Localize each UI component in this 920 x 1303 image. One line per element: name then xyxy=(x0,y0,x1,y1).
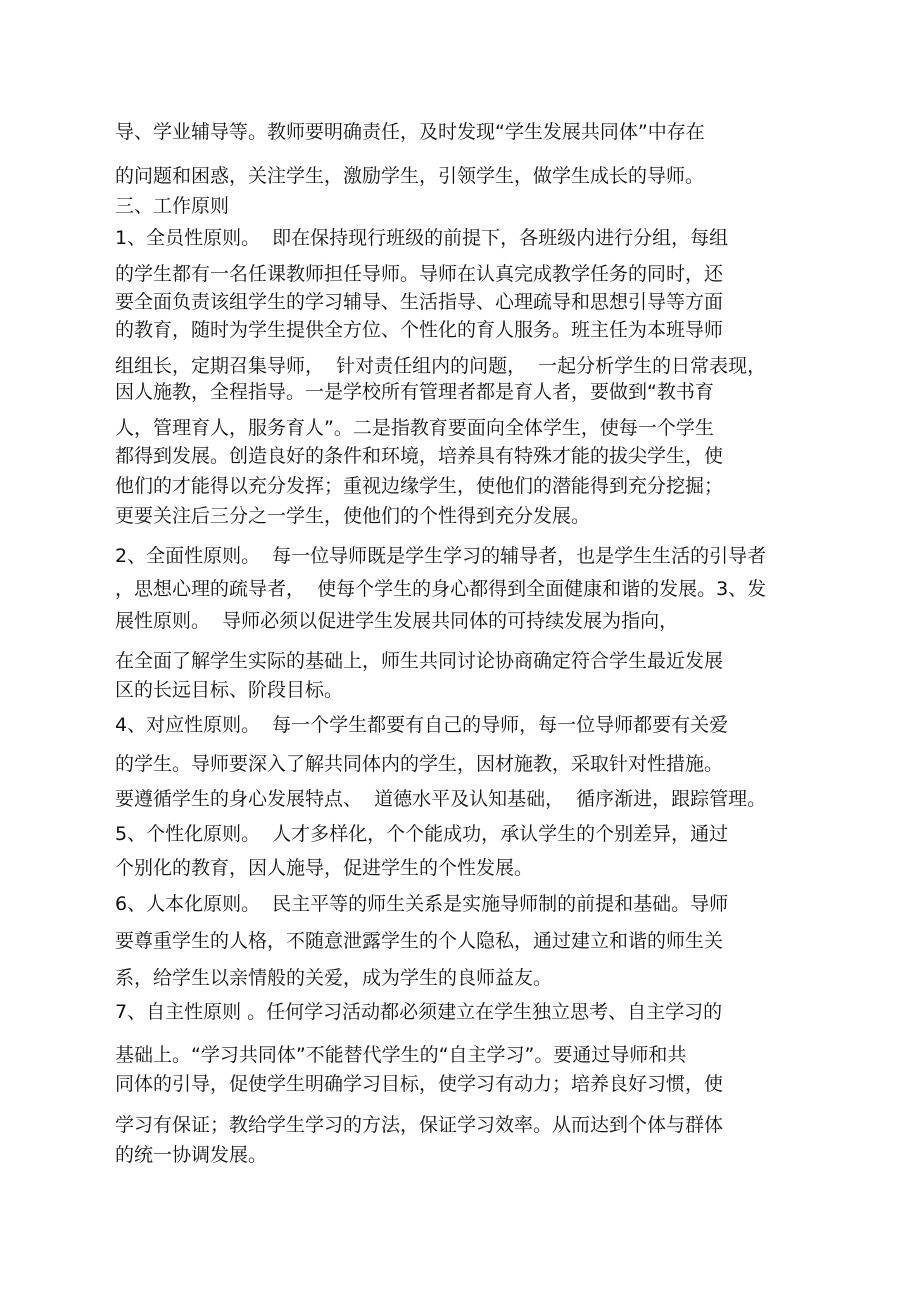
text-line: 组组长，定期召集导师， 针对责任组内的问题， 一起分析学生的日常表现， xyxy=(115,355,767,377)
text-line: 在全面了解学生实际的基础上，师生共同讨论协商确定符合学生最近发展 xyxy=(115,650,724,672)
text-line: 因人施教，全程指导。一是学校所有管理者都是育人者，要做到“教书育 xyxy=(115,381,714,403)
text-line: 要遵循学生的身心发展特点、 道德水平及认知基础， 循序渐进，跟踪管理。 xyxy=(115,788,767,810)
text-line: 展性原则。 导师必须以促进学生发展共同体的可持续发展为指向， xyxy=(115,610,679,632)
text-line: 基础上。“学习共同体”不能替代学生的“自主学习”。要通过导师和共 xyxy=(115,1044,687,1066)
text-line: 的学生都有一名任课教师担任导师。导师在认真完成教学任务的同时，还 xyxy=(115,263,724,285)
text-line: 1、全员性原则。 即在保持现行班级的前提下，各班级内进行分组，每组 xyxy=(115,227,729,249)
text-line: 的问题和困惑，关注学生，激励学生，引领学生，做学生成长的导师。 xyxy=(115,165,705,187)
text-line: 2、全面性原则。 每一位导师既是学生学习的辅导者，也是学生生活的引导者 xyxy=(115,545,767,567)
text-line: 的教育，随时为学生提供全方位、个性化的育人服务。班主任为本班导师 xyxy=(115,319,724,341)
text-line: 人，管理育人，服务育人”。二是指教育要面向全体学生，使每一个学生 xyxy=(115,417,714,439)
section-heading: 三、工作原则 xyxy=(115,195,230,217)
text-line: 要全面负责该组学生的学习辅导、生活指导、心理疏导和思想引导等方面 xyxy=(115,291,724,313)
text-line: 要尊重学生的人格，不随意泄露学生的个人隐私，通过建立和谐的师生关 xyxy=(115,930,724,952)
text-line: 区的长远目标、阶段目标。 xyxy=(115,679,344,701)
text-line: 他们的才能得以充分发挥；重视边缘学生，使他们的潜能得到充分挖掘； xyxy=(115,475,724,497)
text-line: 4、对应性原则。 每一个学生都要有自己的导师，每一位导师都要有关爱 xyxy=(115,714,729,736)
text-line: ，思想心理的疏导者， 使每个学生的身心都得到全面健康和谐的发展。3、发 xyxy=(115,578,767,600)
text-line: 6、人本化原则。 民主平等的师生关系是实施导师制的前提和基础。导师 xyxy=(115,893,729,915)
text-line: 导、学业辅导等。教师要明确责任，及时发现“学生发展共同体”中存在 xyxy=(115,121,705,143)
text-line: 都得到发展。创造良好的条件和环境，培养具有特殊才能的拔尖学生，使 xyxy=(115,445,724,467)
text-line: 的统一协调发展。 xyxy=(115,1144,268,1166)
text-line: 的学生。导师要深入了解共同体内的学生，因材施教，采取针对性措施。 xyxy=(115,753,724,775)
text-line: 个别化的教育，因人施导，促进学生的个性发展。 xyxy=(115,857,534,879)
text-line: 同体的引导，促使学生明确学习目标，使学习有动力；培养良好习惯，使 xyxy=(115,1073,724,1095)
text-line: 5、个性化原则。 人才多样化，个个能成功，承认学生的个别差异，通过 xyxy=(115,823,729,845)
text-line: 学习有保证；教给学生学习的方法，保证学习效率。从而达到个体与群体 xyxy=(115,1114,724,1136)
text-line: 系，给学生以亲情般的关爱，成为学生的良师益友。 xyxy=(115,967,553,989)
text-line: 更要关注后三分之一学生，使他们的个性得到充分发展。 xyxy=(115,505,591,527)
text-line: 7、自主性原则 。任何学习活动都必须建立在学生独立思考、自主学习的 xyxy=(115,1001,723,1023)
